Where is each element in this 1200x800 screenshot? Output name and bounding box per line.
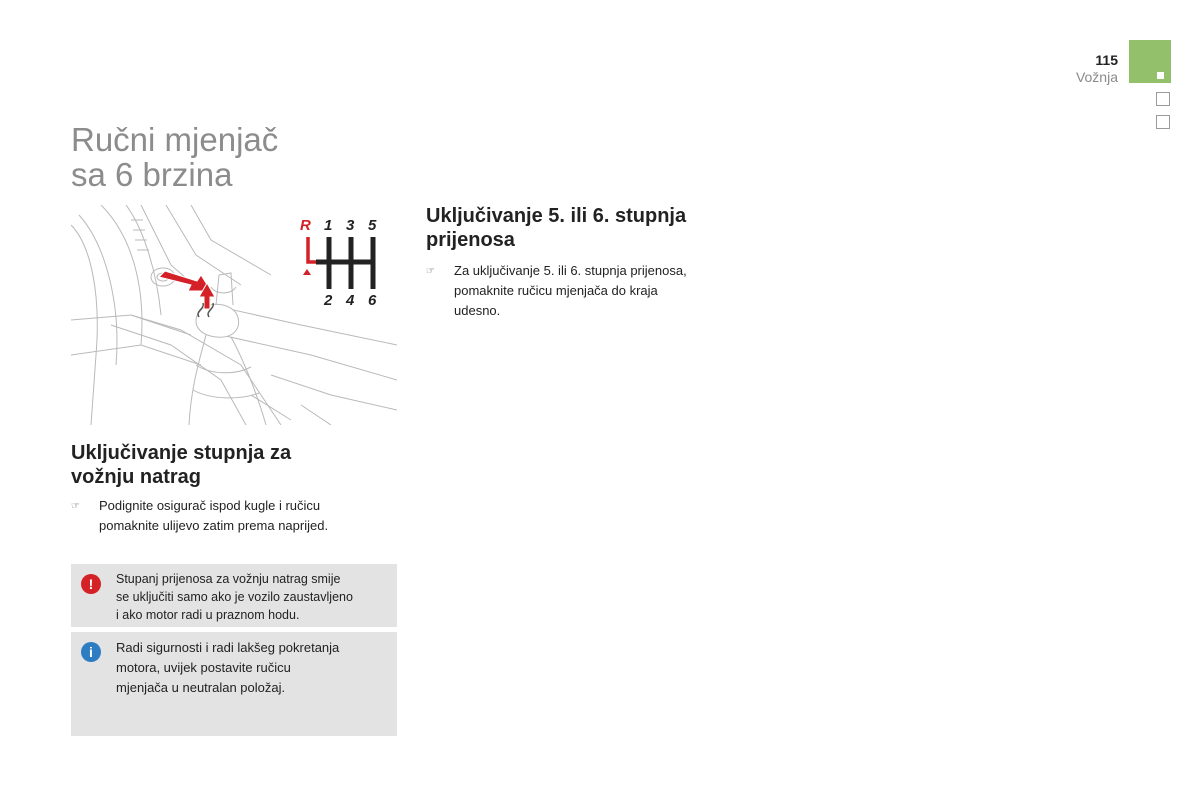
- exclamation-icon: !: [81, 574, 101, 594]
- gear-3-label: 3: [346, 217, 355, 234]
- page-title-line-1: Ručni mjenjač: [71, 121, 279, 158]
- info-note-line-1: Radi sigurnosti i radi lakšeg pokretanja: [116, 640, 340, 655]
- reverse-gear-title-line-2: vožnju natrag: [71, 466, 202, 488]
- gear-5-6-instruction-line-2: pomaknite ručicu mjenjača do kraja: [454, 283, 658, 298]
- reverse-gear-title-line-1: Uključivanje stupnja za: [71, 442, 292, 464]
- gear-2-label: 2: [324, 292, 333, 309]
- reverse-gear-label: R: [300, 217, 311, 234]
- chapter-tab-marker: [1157, 72, 1164, 79]
- reverse-gear-section-title: [71, 441, 291, 489]
- page-title: [71, 122, 278, 192]
- gear-shift-illustration: [71, 205, 397, 425]
- pointing-hand-icon: ☞: [426, 266, 435, 277]
- reverse-gear-instruction-line-1: Podignite osigurač ispod kugle i ručicu: [99, 498, 321, 513]
- warning-note: [71, 564, 397, 627]
- info-note-text: [116, 638, 339, 698]
- shift-pattern-diagram: [300, 217, 377, 309]
- gear-5-6-section-title: [426, 204, 686, 252]
- reverse-gear-instruction-line-2: pomaknite ulijevo zatim prema naprijed.: [99, 518, 329, 533]
- page-header: [1076, 52, 1118, 86]
- chapter-nav-box-1[interactable]: [1156, 92, 1170, 106]
- car-interior-drawing: [71, 205, 397, 425]
- pointing-hand-icon: ☞: [71, 501, 80, 512]
- info-note-line-3: mjenjača u neutralan položaj.: [116, 680, 286, 695]
- warning-note-line-3: i ako motor radi u praznom hodu.: [116, 608, 300, 622]
- info-note: [71, 632, 397, 736]
- warning-note-text: [116, 570, 353, 624]
- gear-5-6-instruction-line-1: Za uključivanje 5. ili 6. stupnja prijenosa,: [454, 263, 687, 278]
- gear-5-6-title-line-2: prijenosa: [426, 229, 515, 251]
- info-note-line-2: motora, uvijek postavite ručicu: [116, 660, 291, 675]
- page-title-line-2: sa 6 brzina: [71, 156, 233, 193]
- gear-5-label: 5: [368, 217, 377, 234]
- gear-4-label: 4: [346, 292, 355, 309]
- page-number: 115: [1095, 52, 1118, 68]
- gear-5-6-instruction-line-3: udesno.: [454, 303, 501, 318]
- gear-1-label: 1: [324, 217, 333, 234]
- reverse-gear-instruction: [71, 496, 328, 536]
- gear-5-6-instruction: [426, 261, 687, 321]
- chapter-nav-box-2[interactable]: [1156, 115, 1170, 129]
- gear-6-label: 6: [368, 292, 377, 309]
- chapter-name: Vožnja: [1075, 69, 1118, 85]
- warning-note-line-1: Stupanj prijenosa za vožnju natrag smije: [116, 572, 341, 586]
- info-icon: i: [81, 642, 101, 662]
- chapter-tab[interactable]: [1129, 40, 1171, 83]
- gear-5-6-title-line-1: Uključivanje 5. ili 6. stupnja: [426, 205, 687, 227]
- warning-note-line-2: se uključiti samo ako je vozilo zaustavljeno: [116, 590, 353, 604]
